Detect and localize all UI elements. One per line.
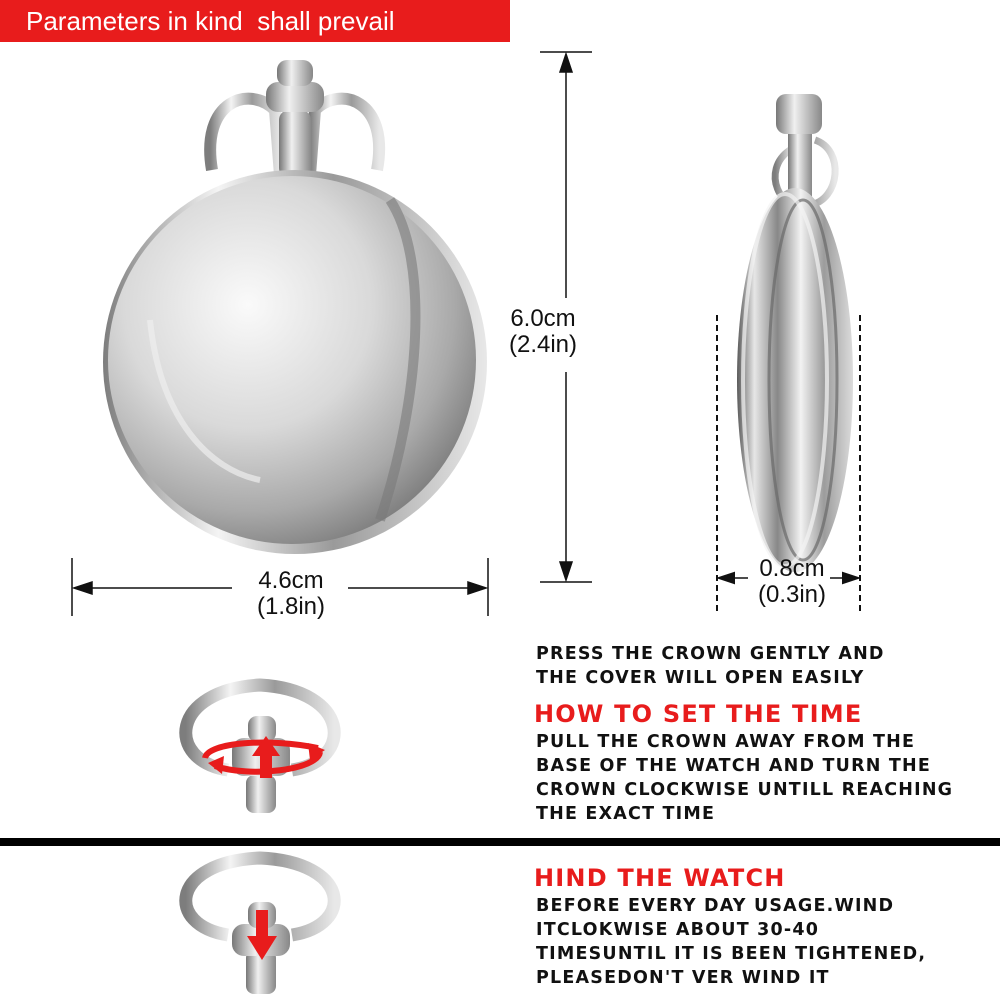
width-in: (1.8in) [256, 593, 326, 620]
wind-line-2: ITCLOKWISE ABOUT 30-40 [536, 920, 820, 940]
crown-closeup-set-time [186, 685, 334, 813]
push-arrow-icon [256, 910, 268, 938]
bow-right [310, 99, 379, 175]
wind-heading: HIND THE WATCH [534, 864, 786, 892]
bow-left [210, 99, 280, 175]
wind-line-4: PLEASEDON'T VER WIND IT [536, 968, 830, 988]
crown-closeup-wind [186, 858, 334, 994]
width-label [236, 568, 346, 620]
front-watch [103, 60, 487, 554]
side-watch [737, 94, 853, 572]
depth-in: (0.3in) [757, 581, 827, 608]
set-time-line-1: PULL THE CROWN AWAY FROM THE [536, 732, 916, 752]
width-cm: 4.6cm [258, 567, 324, 594]
set-time-line-3: CROWN CLOCKWISE UNTILL REACHING [536, 780, 954, 800]
section-divider [0, 838, 1000, 846]
stem [279, 110, 311, 178]
crown-top [277, 60, 313, 86]
height-in: (2.4in) [508, 331, 578, 358]
open-cover-instructions [536, 642, 885, 690]
wind-line-1: BEFORE EVERY DAY USAGE.WIND [536, 896, 895, 916]
depth-cm: 0.8cm [759, 555, 825, 582]
open-cover-line-1: PRESS THE CROWN GENTLY AND [536, 644, 885, 664]
set-time-heading: HOW TO SET THE TIME [534, 700, 863, 728]
height-cm: 6.0cm [510, 305, 576, 332]
wind-instructions [536, 894, 926, 990]
open-cover-line-2: THE COVER WILL OPEN EASILY [536, 668, 865, 688]
set-time-instructions [536, 730, 953, 826]
height-label [498, 306, 588, 358]
set-time-line-4: THE EXACT TIME [536, 804, 716, 824]
depth-label [744, 556, 840, 608]
case-face [108, 176, 476, 544]
title-banner: Parameters in kind shall prevail [0, 0, 510, 42]
set-time-line-2: BASE OF THE WATCH AND TURN THE [536, 756, 932, 776]
wind-line-3: TIMESUNTIL IT IS BEEN TIGHTENED, [536, 944, 927, 964]
crown [266, 82, 324, 112]
